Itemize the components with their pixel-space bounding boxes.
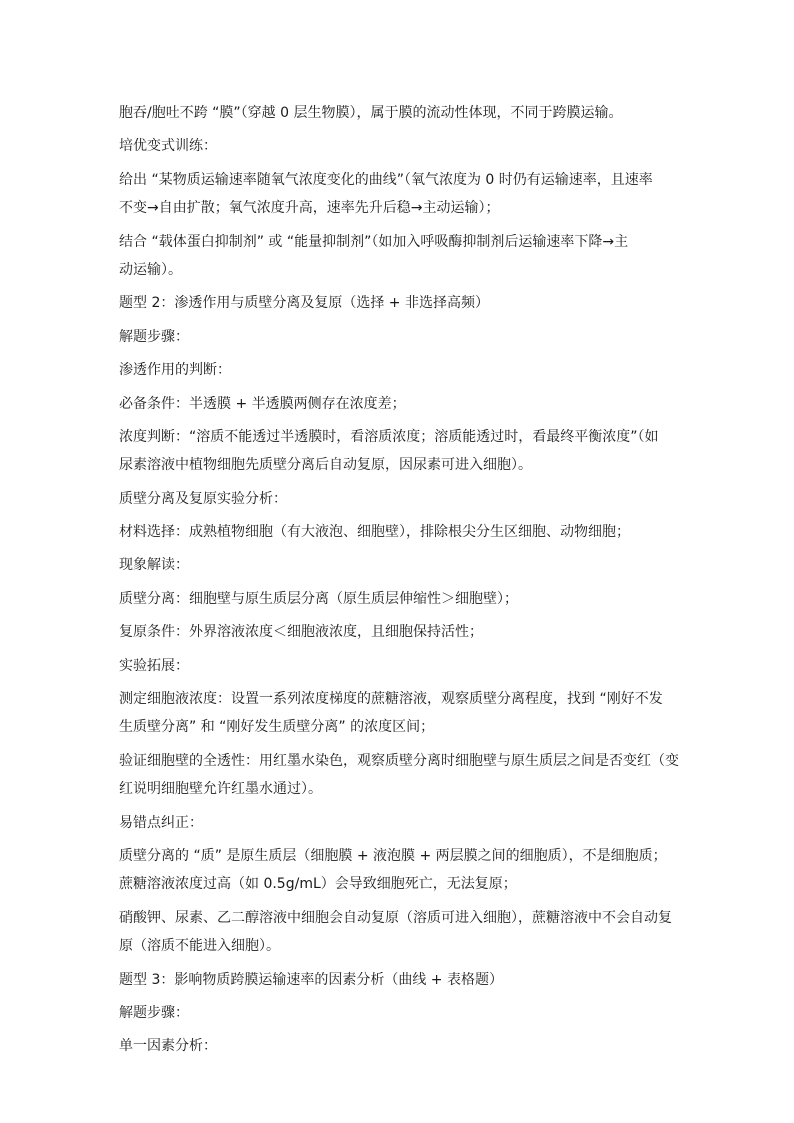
text-line: 胞吞/胞吐不跨 “膜”（穿越 0 层生物膜），属于膜的流动性体现，不同于跨膜运输。 <box>119 105 623 121</box>
paragraph-plasmolysis <box>119 585 679 613</box>
document-body <box>119 99 679 1061</box>
text-line: 解题步骤： <box>119 328 189 345</box>
text-line: 必备条件：半透膜 + 半透膜两侧存在浓度差； <box>119 395 406 412</box>
paragraph-osmosis-judgement <box>119 356 679 384</box>
text-line: 解题步骤： <box>119 1004 189 1021</box>
text-line: 质壁分离及复原实验分析： <box>119 490 287 507</box>
paragraph-cell-wall-permeability <box>119 747 679 804</box>
text-line: 现象解读： <box>119 557 189 574</box>
paragraph-material-selection <box>119 518 679 546</box>
text-line: 浓度判断：“溶质不能透过半透膜时，看溶质浓度；溶质能透过时，看最终平衡浓度”（如 <box>119 428 659 445</box>
paragraph-recovery-conditions <box>119 618 679 646</box>
paragraph-required-conditions <box>119 390 679 418</box>
heading-question-type-2 <box>119 289 679 317</box>
paragraph-auto-recovery <box>119 904 679 961</box>
paragraph-oxygen-curve <box>119 166 679 223</box>
text-line: 材料选择：成熟植物细胞（有大液泡、细胞壁），排除根尖分生区细胞、动物细胞； <box>119 524 630 541</box>
paragraph-protoplast-layer <box>119 842 679 899</box>
paragraph-measure-concentration <box>119 685 679 742</box>
text-line: 渗透作用的判断： <box>119 362 231 379</box>
text-line: 给出 “某物质运输速率随氧气浓度变化的曲线”（氧气浓度为 0 时仍有运输速率，且速率 <box>119 171 653 188</box>
text-line: 复原条件：外界溶液浓度＜细胞液浓度，且细胞保持活性； <box>119 624 483 641</box>
text-line: 不变→自由扩散；氧气浓度升高，速率先升后稳→主动运输）； <box>119 200 500 217</box>
text-line: 培优变式训练： <box>119 138 217 155</box>
text-line: 尿素溶液中植物细胞先质壁分离后自动复原，因尿素可进入细胞）。 <box>119 457 532 474</box>
paragraph-single-factor <box>119 1032 679 1060</box>
text-line: 实验拓展： <box>119 657 189 674</box>
text-line: 验证细胞壁的全透性：用红墨水染色，观察质壁分离时细胞壁与原生质层之间是否变红（变 <box>119 752 679 769</box>
text-line: 质壁分离：细胞壁与原生质层分离（原生质层伸缩性＞细胞壁）； <box>119 590 518 607</box>
paragraph-experiment-extension <box>119 652 679 680</box>
text-line: 单一因素分析： <box>119 1038 217 1055</box>
paragraph-plasmolysis-experiment <box>119 485 679 513</box>
text-line: 结合 “载体蛋白抑制剂” 或 “能量抑制剂”（如加入呼吸酶抑制剂后运输速率下降→主 <box>119 233 629 250</box>
paragraph-phenomenon <box>119 551 679 579</box>
text-line: 红说明细胞壁允许红墨水通过）。 <box>119 781 322 798</box>
paragraph-common-mistakes <box>119 809 679 837</box>
paragraph-advanced-training-heading <box>119 132 679 160</box>
text-line: 蔗糖溶液浓度过高（如 0.5g/mL）会导致细胞死亡，无法复原； <box>119 876 517 893</box>
text-line: 易错点纠正： <box>119 814 203 831</box>
paragraph-solving-steps-2 <box>119 999 679 1027</box>
text-line: 题型 2：渗透作用与质壁分离及复原（选择 + 非选择高频） <box>119 295 489 312</box>
text-line: 生质壁分离” 和 “刚好发生质壁分离” 的浓度区间； <box>119 719 435 736</box>
text-line: 测定细胞液浓度：设置一系列浓度梯度的蔗糖溶液，观察质壁分离程度，找到 “刚好不发 <box>119 691 663 708</box>
text-line: 原（溶质不能进入细胞）。 <box>119 938 280 955</box>
paragraph-solving-steps <box>119 323 679 351</box>
text-line: 质壁分离的 “质” 是原生质层（细胞膜 + 液泡膜 + 两层膜之间的细胞质），不是细胞质； <box>119 847 667 864</box>
heading-question-type-3 <box>119 966 679 994</box>
text-line: 题型 3：影响物质跨膜运输速率的因素分析（曲线 + 表格题） <box>119 971 503 988</box>
paragraph-inhibitors <box>119 228 679 285</box>
paragraph-concentration-judgement <box>119 423 679 480</box>
text-line: 动运输）。 <box>119 261 182 278</box>
paragraph-endocytosis-note <box>119 99 679 127</box>
text-line: 硝酸钾、尿素、乙二醇溶液中细胞会自动复原（溶质可进入细胞），蔗糖溶液中不会自动复 <box>119 909 672 926</box>
